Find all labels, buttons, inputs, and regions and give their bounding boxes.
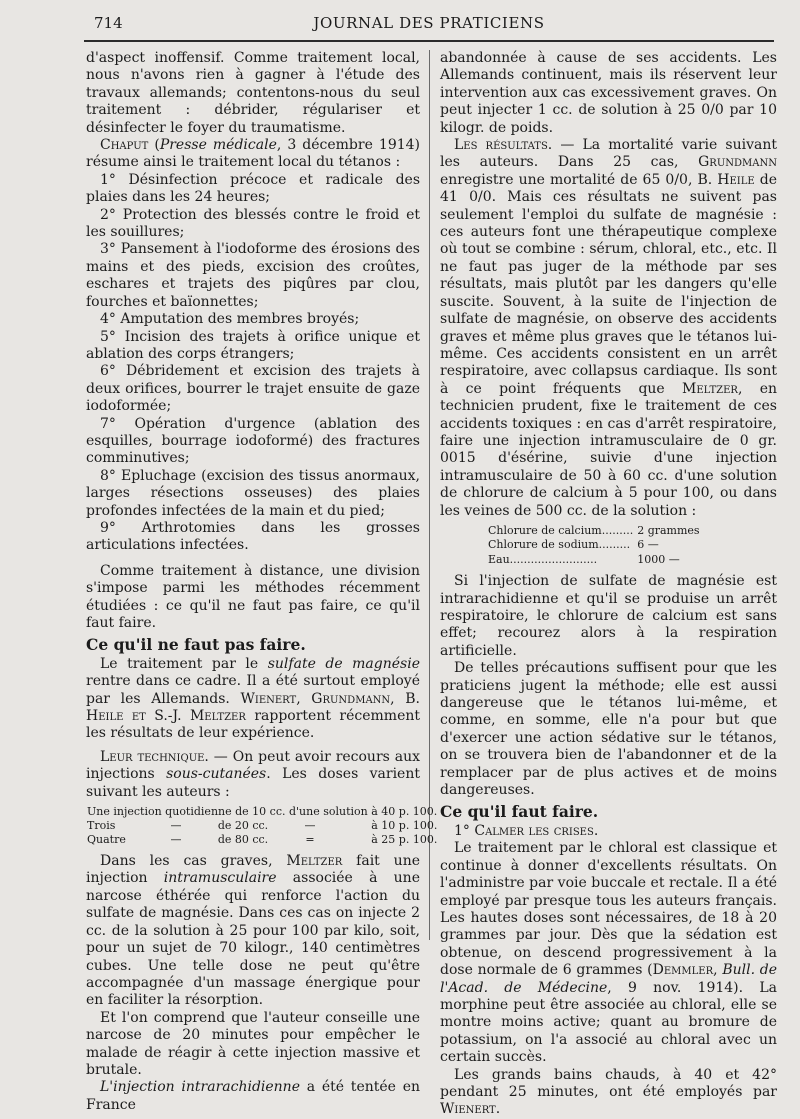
table-cell: =	[305, 833, 315, 847]
right-column	[440, 50, 777, 1119]
emphasis: sulfate de magnésie	[267, 655, 420, 672]
list-item: 7° Opération d'urgence (ablation des esquilles, bourrage iodoformé) des fractures comminutives;	[86, 415, 420, 467]
author-names: Wienert, Grundmann, B. Heile et S.-J. Meltzer	[86, 690, 420, 725]
table-cell: Quatre	[87, 833, 126, 847]
page-number: 714	[94, 14, 123, 32]
paragraph-text: associée à une narcose éthérée qui renforce l'action du sulfate de magnésie. Dans ces cas on injecte 2 cc. de la solution à 25 pour 100 par kilo, soit, pour un sujet de 70 kilogr., 140 centimètres cubes. Une telle dose ne peut qu'être accompagnée d'un massage énergique pour en faciliter la résorption.	[86, 870, 420, 1009]
source-title: Bull. de l'Acad. de Médecine	[440, 962, 777, 996]
author-name: Chaput	[100, 137, 149, 154]
table-cell: de 80 cc.	[217, 833, 269, 847]
author-name: B. Heile	[697, 171, 755, 188]
subheading: Les résultats.	[454, 137, 553, 154]
paragraph-text: de 41 0/0. Mais ces résultats ne suivent pas seulement l'emploi du sulfate de magnésie : ces auteurs font une thérapeutique complexe où tout se combine : sérum, chloral, etc., etc. Il ne faut pas juger de la méthode par ses résultats, mais plutôt par les dangers qu'elle suscite. Souvent, à la suite de l'injection de sulfate de magnésie, on observe des accidents graves et même plus graves que le tétanos lui-même. Ces accidents consistent en un arrêt respiratoire, avec collapsus cardiaque. Ils sont à ce point fréquents que	[440, 171, 777, 397]
emphasis: sous-cutanées	[166, 766, 267, 783]
table-row	[86, 819, 438, 833]
table-cell: 1000 —	[637, 552, 680, 566]
subheading: Leur technique.	[100, 748, 209, 765]
left-column	[86, 50, 438, 1114]
table-row	[486, 524, 702, 538]
author-name: Wienert	[440, 1101, 496, 1118]
paragraph-text: , en technicien prudent, fixe le traitement de ces accidents toxiques : en cas d'arrêt respiratoire, faire une injection intramusculaire de 0 gr. 0015 d'ésérine, suivie d'une injection intramusculaire de 50 à 60 cc. d'une solution de chlorure de calcium à 5 pour 100, ou dans les veines de 500 cc. de la solution :	[440, 380, 778, 519]
section-heading: Ce qu'il ne faut pas faire.	[86, 635, 306, 655]
paragraph-text: Les grands bains chauds, à 40 et 42° pendant 25 minutes, ont été employés par	[440, 1066, 777, 1100]
paragraph: abandonnée à cause de ses accidents. Les Allemands continuent, mais ils réservent leur intervention aux cas excessivement graves. On peut injecter 1 cc. de solution à 25 0/0 par 10 kilogr. de poids.	[440, 50, 777, 136]
list-item: 8° Epluchage (excision des tissus anormaux, larges résections osseuses) des plaies profondes infectées de la main et du pied;	[86, 467, 420, 519]
formula-table	[486, 524, 702, 567]
paragraph: De telles précautions suffisent pour que les praticiens jugent la méthode; elle est aussi dangereuse que le tétanos lui-même, et comme, en somme, elle n'a pour but que d'exercer une action sédative sur le tétanos, on se trouvera bien de l'abandonner et de la remplacer par de plus actives et de moins dangereuses.	[440, 660, 777, 799]
paragraph-text: a été tentée en France	[86, 1079, 420, 1113]
paragraph-text: . Les doses varient suivant les auteurs :	[86, 766, 420, 800]
paragraph-text: Dans les cas graves,	[100, 853, 287, 870]
paragraph	[86, 749, 420, 801]
paragraph-text: , 3 décembre 1914) résume ainsi le traitement local du tétanos :	[86, 137, 420, 171]
section-heading: Ce qu'il faut faire.	[440, 802, 599, 822]
table-cell: —	[170, 833, 182, 847]
table-cell: à 10 p. 100.	[371, 819, 438, 833]
table-row	[486, 553, 702, 567]
page-header	[84, 14, 774, 36]
emphasis: L'injection intrarachidienne	[100, 1079, 300, 1096]
list-item: 5° Incision des trajets à orifice unique et ablation des corps étrangers;	[86, 328, 420, 362]
paragraph-text: .	[495, 1101, 501, 1118]
author-name: Meltzer	[682, 380, 738, 397]
author-name: Grundmann	[698, 154, 777, 171]
list-item: 2° Protection des blessés contre le froid et les souillures;	[86, 206, 420, 241]
table-cell: —	[304, 819, 316, 833]
paragraph: Et l'on comprend que l'auteur conseille une narcose de 20 minutes pour empêcher le malade de réagir à cette injection massive et brutale.	[86, 1009, 420, 1078]
paragraph-text: rentre dans ce cadre. Il a été surtout employé par les Allemands.	[86, 673, 420, 707]
source-title: Presse médicale	[159, 137, 277, 154]
table-row	[486, 538, 702, 552]
table-row	[86, 833, 438, 847]
table-cell: Une injection quotidienne de 10 cc. d'une solution à 40 p. 100.	[87, 805, 438, 819]
dose-table	[86, 805, 438, 847]
table-cell: à 25 p. 100.	[371, 833, 438, 847]
table-cell: —	[170, 819, 182, 833]
paragraph	[86, 656, 420, 743]
list-item: 3° Pansement à l'iodoforme des érosions des mains et des pieds, excision des croûtes, eschares et trajets des piqûres par clou, fourches et baïonnettes;	[86, 241, 420, 310]
list-item: 4° Amputation des membres broyés;	[100, 311, 360, 328]
list-item: 6° Débridement et excision des trajets à deux orifices, bourrer le trajet ensuite de gaze iodoformée;	[86, 363, 420, 415]
author-name: Meltzer	[286, 853, 343, 870]
paragraph	[440, 1067, 777, 1119]
journal-title: JOURNAL DES PRATICIENS	[313, 14, 545, 32]
table-cell: de 20 cc.	[217, 819, 269, 833]
list-item: 1° Désinfection précoce et radicale des plaies dans les 24 heures;	[86, 171, 420, 206]
subheading: 1° Calmer les crises.	[454, 822, 599, 839]
table-cell: 6 —	[637, 538, 659, 552]
paragraph: Chaput (Presse médicale, 3 décembre 1914) résume ainsi le traitement local du tétanos :	[86, 137, 420, 171]
header-rule	[84, 40, 774, 42]
paragraph-text: , 9 nov. 1914). La morphine peut être associée au chloral, elle se montre moins active; quant au bromure de potassium, on l'a associé au chloral avec un certain succès.	[440, 979, 777, 1066]
paragraph	[440, 137, 777, 520]
table-row	[86, 805, 438, 819]
list-item: 9° Arthrotomies dans les grosses articulations infectées.	[86, 519, 420, 554]
table-cell: 2 grammes	[637, 523, 700, 537]
paragraph-text: rapportent récemment les résultats de leur expérience.	[86, 708, 420, 742]
paragraph-text: — La mortalité varie suivant les auteurs. Dans 25 cas,	[440, 137, 777, 171]
table-cell: Chlorure de calcium.........	[488, 523, 634, 537]
emphasis: intramusculaire	[163, 870, 277, 887]
paragraph	[86, 853, 420, 1010]
paragraph-text: fait une injection	[86, 853, 420, 887]
table-cell: Trois	[87, 819, 116, 833]
table-cell: Eau.........................	[488, 552, 598, 566]
paragraph-text: Le traitement par le chloral est classique et continue à donner d'excellents résultats. On l'administre par voie buccale et rectale. Il a été employé par presque tous les auteurs français. Les hautes doses sont nécessaires, de 18 à 20 grammes par jour. Dès que la sédation est obtenue, on descend progressivement à la dose normale de 6 grammes (	[440, 840, 777, 979]
paragraph-text: enregistre une mortalité de 65 0/0,	[440, 171, 698, 188]
paragraph-text: — On peut avoir recours aux injections	[86, 748, 421, 783]
paragraph-text: Le traitement par le	[100, 655, 268, 672]
table-cell: Chlorure de sodium.........	[488, 538, 631, 552]
paragraph	[86, 1079, 420, 1114]
paragraph-text: ,	[713, 962, 723, 979]
author-name: Demmler	[652, 962, 714, 979]
paragraph: Comme traitement à distance, une division s'impose parmi les méthodes récemment étudiées : ce qu'il ne faut pas faire, ce qu'il faut faire.	[86, 562, 420, 631]
paragraph	[440, 840, 777, 1066]
paragraph: Si l'injection de sulfate de magnésie est intrarachidienne et qu'il se produise un arrêt respiratoire, le chlorure de calcium est sans effet; recourez alors à la respiration artificielle.	[440, 573, 777, 659]
paragraph: d'aspect inoffensif. Comme traitement local, nous n'avons rien à gagner à l'étude des travaux allemands; contentons-nous du seul traitement : débrider, régulariser et désinfecter le foyer du traumatisme.	[86, 50, 420, 136]
